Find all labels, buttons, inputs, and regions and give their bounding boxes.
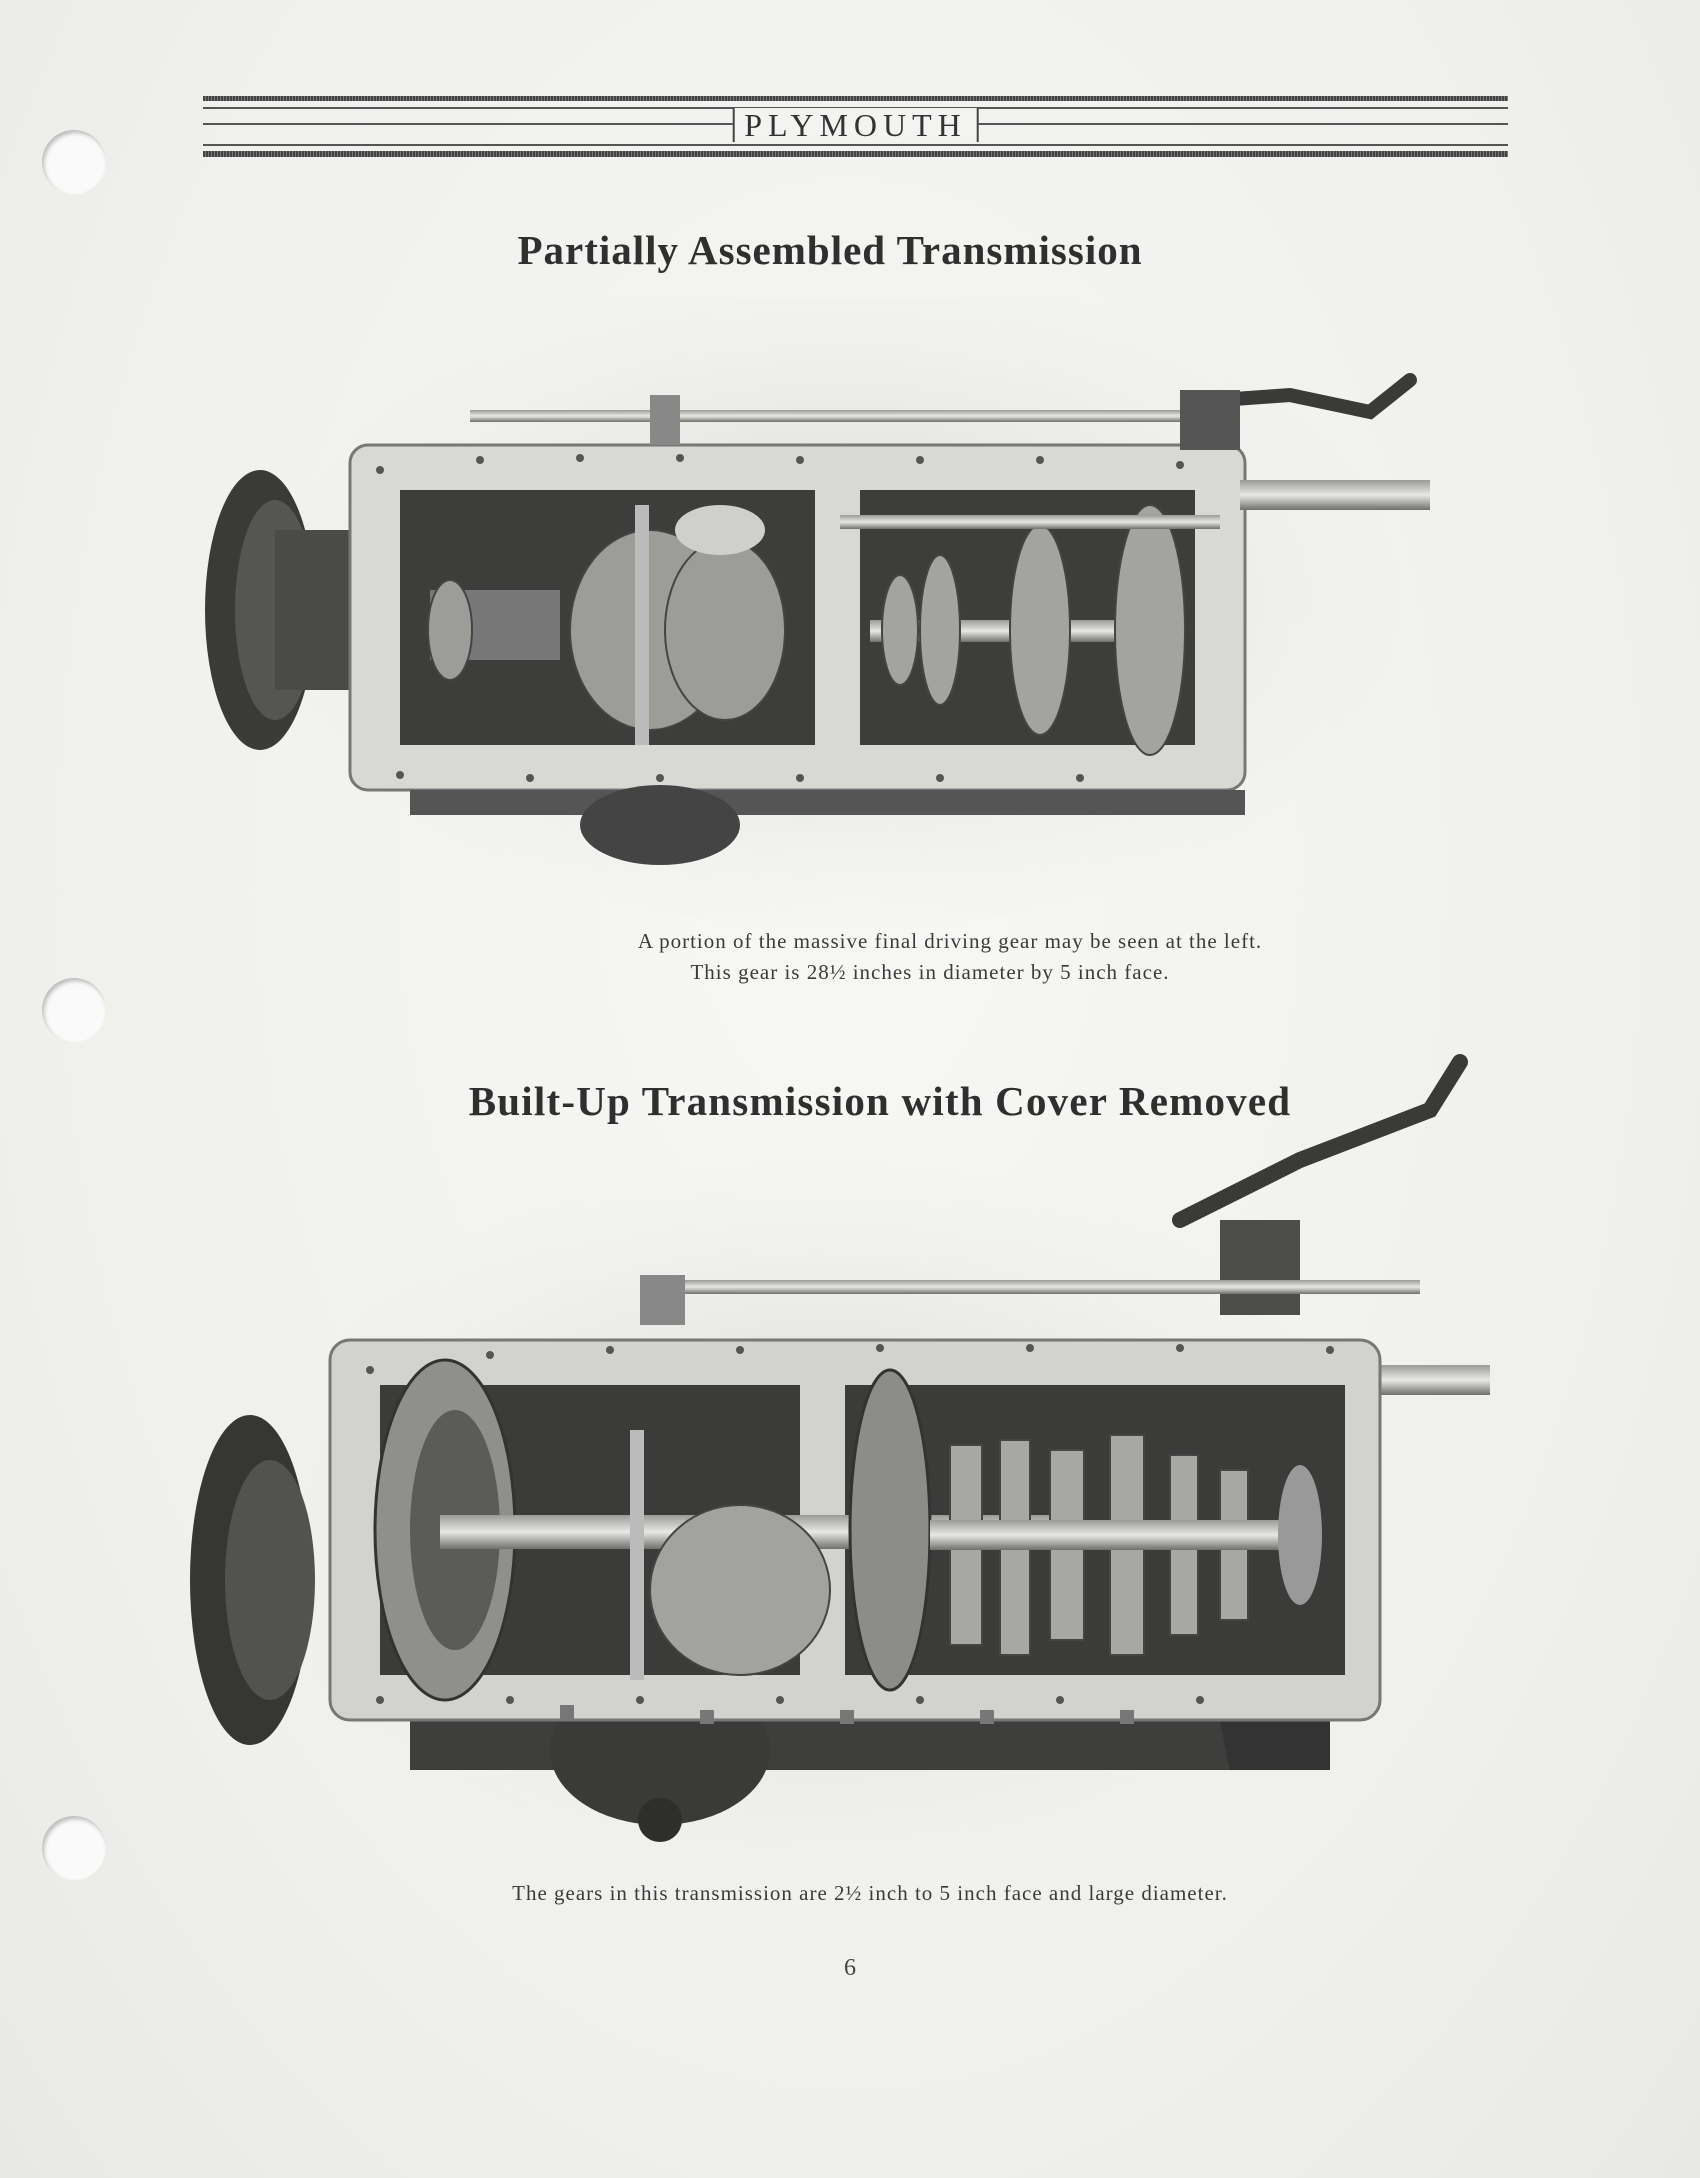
section2-title: Built-Up Transmission with Cover Removed — [468, 1078, 1292, 1124]
caption-line: This gear is 28½ inches in diameter by 5 inch face. — [690, 960, 1170, 984]
punch-hole — [42, 130, 106, 194]
caption-line: A portion of the massive final driving gear may be seen at the left. — [637, 929, 1263, 953]
header-brand: PLYMOUTH — [732, 108, 979, 142]
punch-hole — [42, 1816, 106, 1880]
header-rule — [203, 96, 1508, 101]
caption-line: The gears in this transmission are 2½ inch to 5 inch face and large diameter. — [512, 1881, 1228, 1905]
punch-hole — [42, 978, 106, 1042]
header-rule — [203, 151, 1508, 157]
transmission-photo-partial — [180, 300, 1540, 940]
page-header — [203, 96, 1508, 158]
header-rule — [203, 144, 1508, 146]
transmission-photo-built-up — [180, 1050, 1540, 1880]
page-number: 6 — [844, 1955, 856, 1981]
section1-title: Partially Assembled Transmission — [517, 227, 1143, 273]
